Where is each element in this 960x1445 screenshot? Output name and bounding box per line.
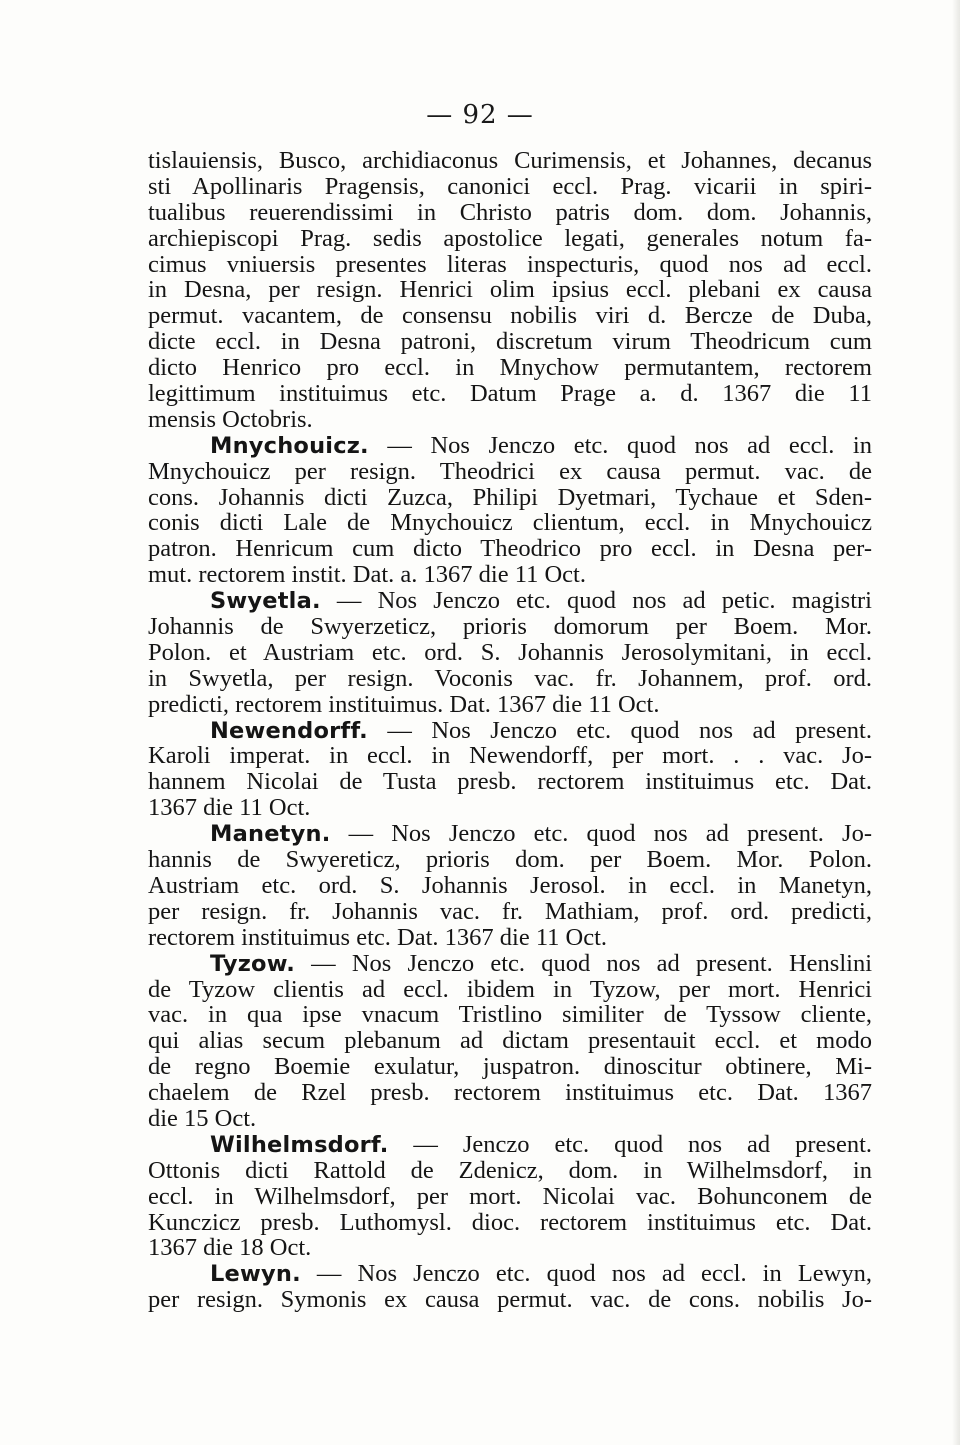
entry-heading: Swyetla.: [210, 588, 321, 615]
text-line: eccl. in Wilhelmsdorf, per mort. Nicolai vac. Bohunconem de: [148, 1182, 872, 1210]
text-line: chaelem de Rzel presb. rectorem instituimus etc. Dat. 1367: [148, 1079, 872, 1107]
text-line: archiepiscopi Prag. sedis apostolice legati, generales notum fa-: [148, 224, 872, 252]
text-line: mut. rectorem instit. Dat. a. 1367 die 11 Oct.: [148, 561, 586, 589]
text-line: 1367 die 11 Oct.: [148, 794, 311, 822]
text-line: die 15 Oct.: [148, 1104, 257, 1132]
text-line: Mnychouicz per resign. Theodrici ex causa permut. vac. de: [148, 457, 872, 485]
entry-heading: Manetyn.: [210, 821, 331, 848]
entry-first-line: Tyzow. — Nos Jenczo etc. quod nos ad present. Henslini: [210, 949, 872, 977]
entry-first-line: Newendorff. — Nos Jenczo etc. quod nos ad present.: [210, 716, 872, 744]
text-line: dicte eccl. in Desna patroni, discretum virum Theodricum cum: [148, 328, 872, 356]
text-line: Austriam etc. ord. S. Johannis Jerosol. in eccl. in Manetyn,: [148, 871, 872, 899]
entry-heading: Mnychouicz.: [210, 432, 369, 459]
entry-first-line: Swyetla. — Nos Jenczo etc. quod nos ad petic. magistri: [210, 587, 872, 615]
text-line: vac. in qua ipse vnacum Tristlino similiter de Tyssow cliente,: [148, 1001, 872, 1029]
text-line: cons. Johannis dicti Zuzca, Philipi Dyetmari, Tychaue et Sden-: [148, 483, 872, 511]
body-text: [148, 148, 872, 1313]
entry-heading: Tyzow.: [210, 950, 295, 977]
page-number: — 92 —: [426, 100, 534, 130]
text-line: de Tyzow clientis ad eccl. ibidem in Tyzow, per mort. Henrici: [148, 975, 872, 1003]
text-line: tislauiensis, Busco, archidiaconus Curimensis, et Johannes, decanus: [148, 147, 872, 174]
text-line: per resign. Symonis ex causa permut. vac. de cons. nobilis Jo-: [148, 1286, 872, 1314]
text-line: Kunczicz presb. Luthomysl. dioc. rectorem instituimus etc. Dat.: [148, 1208, 872, 1236]
entry-first-line: Mnychouicz. — Nos Jenczo etc. quod nos ad eccl. in: [210, 431, 872, 459]
text-line: patron. Henricum cum dicto Theodrico pro eccl. in Desna per-: [148, 535, 872, 563]
text-line: dicto Henrico pro eccl. in Mnychow permutantem, rectorem: [148, 354, 872, 382]
entry-heading: Wilhelmsdorf.: [210, 1131, 389, 1158]
entry-heading: Newendorff.: [210, 717, 368, 744]
text-line: legittimum instituimus etc. Datum Prage a. d. 1367 die 11: [148, 380, 872, 408]
text-line: predicti, rectorem instituimus. Dat. 1367 die 11 Oct.: [148, 690, 660, 718]
text-line: Ottonis dicti Rattold de Zdenicz, dom. in Wilhelmsdorf, in: [148, 1156, 872, 1184]
text-line: per resign. fr. Johannis vac. fr. Mathiam, prof. ord. predicti,: [148, 897, 872, 925]
entry-first-line: Wilhelmsdorf. — Jenczo etc. quod nos ad present.: [210, 1130, 872, 1158]
text-line: tualibus reuerendissimi in Christo patris dom. dom. Johannis,: [148, 198, 872, 226]
text-line: permut. vacantem, de consensu nobilis viri d. Bercze de Duba,: [148, 302, 872, 330]
text-line: 1367 die 18 Oct.: [148, 1234, 312, 1262]
text-line: Polon. et Austriam etc. ord. S. Johannis Jerosolymitani, in eccl.: [148, 638, 872, 666]
text-line: conis dicti Lale de Mnychouicz clientum, eccl. in Mnychouicz: [148, 509, 872, 537]
text-line: cimus vniuersis presentes literas inspecturis, quod nos ad eccl.: [148, 250, 872, 278]
entry-first-line: Lewyn. — Nos Jenczo etc. quod nos ad eccl. in Lewyn,: [210, 1260, 872, 1288]
text-line: in Desna, per resign. Henrici olim ipsius eccl. plebani ex causa: [148, 276, 872, 304]
text-line: qui alias secum plebanum ad dictam presentauit eccl. et modo: [148, 1027, 872, 1055]
entry-first-line: Manetyn. — Nos Jenczo etc. quod nos ad present. Jo-: [210, 820, 872, 848]
text-line: rectorem instituimus etc. Dat. 1367 die 11 Oct.: [148, 923, 608, 951]
text-line: sti Apollinaris Pragensis, canonici eccl. Prag. vicarii in spiri-: [148, 172, 872, 200]
entry-heading: Lewyn.: [210, 1261, 301, 1288]
text-line: in Swyetla, per resign. Voconis vac. fr. Johannem, prof. ord.: [148, 664, 872, 692]
text-line: de regno Boemie exulatur, juspatron. dinoscitur obtinere, Mi-: [148, 1053, 872, 1081]
scan-edge-shadow: [952, 0, 960, 1445]
text-line: hannis de Swyereticz, prioris dom. per Boem. Mor. Polon.: [148, 846, 872, 874]
text-line: Karoli imperat. in eccl. in Newendorff, per mort. . . vac. Jo-: [148, 742, 872, 770]
text-line: hannem Nicolai de Tusta presb. rectorem instituimus etc. Dat.: [148, 768, 872, 796]
text-line: mensis Octobris.: [148, 405, 313, 433]
text-line: Johannis de Swyerzeticz, prioris domorum per Boem. Mor.: [148, 613, 872, 641]
